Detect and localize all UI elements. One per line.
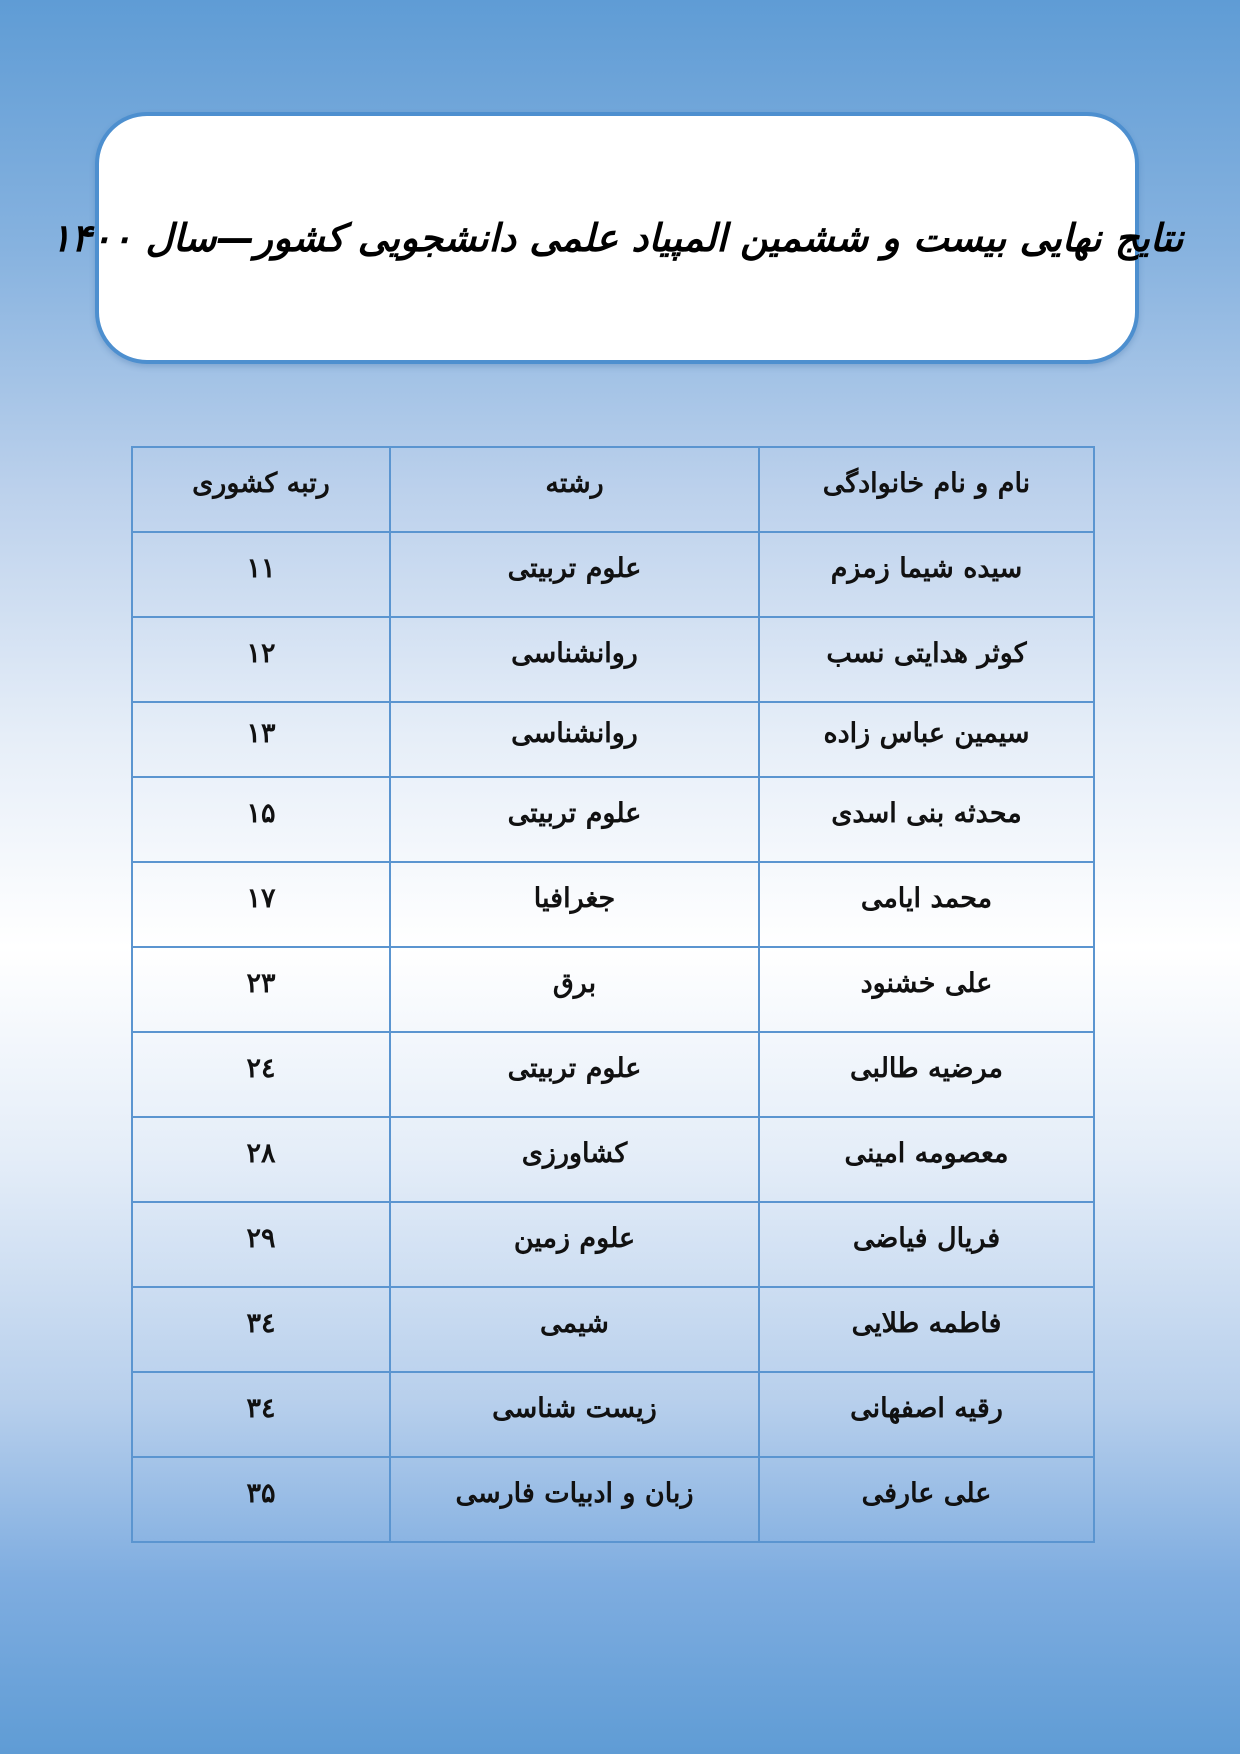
cell-major: علوم تربیتی xyxy=(390,777,759,862)
cell-major: برق xyxy=(390,947,759,1032)
cell-rank: ۳٤ xyxy=(132,1372,390,1457)
header-rank: رتبه کشوری xyxy=(132,447,390,532)
results-table xyxy=(131,446,1095,1543)
cell-rank: ۱۳ xyxy=(132,702,390,777)
cell-name: رقیه اصفهانی xyxy=(759,1372,1094,1457)
cell-name: فاطمه طلایی xyxy=(759,1287,1094,1372)
table-row xyxy=(132,1372,1094,1457)
table-row xyxy=(132,947,1094,1032)
cell-rank: ۱۷ xyxy=(132,862,390,947)
title-box xyxy=(50,112,1184,364)
cell-name: محمد ایامی xyxy=(759,862,1094,947)
cell-major: علوم تربیتی xyxy=(390,532,759,617)
cell-rank: ۱۵ xyxy=(132,777,390,862)
cell-name: فریال فیاضی xyxy=(759,1202,1094,1287)
table-row xyxy=(132,862,1094,947)
header-major: رشته xyxy=(390,447,759,532)
cell-major: شیمی xyxy=(390,1287,759,1372)
cell-name: علی خشنود xyxy=(759,947,1094,1032)
table-header-row xyxy=(132,447,1094,532)
cell-name: سیمین عباس زاده xyxy=(759,702,1094,777)
table-row xyxy=(132,1117,1094,1202)
cell-rank: ۲۳ xyxy=(132,947,390,1032)
header-name: نام و نام خانوادگی xyxy=(759,447,1094,532)
cell-major: زبان و ادبیات فارسی xyxy=(390,1457,759,1542)
cell-rank: ۲٤ xyxy=(132,1032,390,1117)
cell-name: مرضیه طالبی xyxy=(759,1032,1094,1117)
cell-major: علوم تربیتی xyxy=(390,1032,759,1117)
cell-rank: ۳٤ xyxy=(132,1287,390,1372)
cell-name: کوثر هدایتی نسب xyxy=(759,617,1094,702)
table-row xyxy=(132,1287,1094,1372)
page-title: نتایج نهایی بیست و ششمین المپیاد علمی دانشجویی کشور—سال ۱۴۰۰ xyxy=(50,216,1184,260)
cell-major: روانشناسی xyxy=(390,617,759,702)
table-row xyxy=(132,1032,1094,1117)
table-row xyxy=(132,702,1094,777)
cell-major: علوم زمین xyxy=(390,1202,759,1287)
table-row xyxy=(132,777,1094,862)
table-row xyxy=(132,1457,1094,1542)
table-row xyxy=(132,1202,1094,1287)
cell-major: کشاورزی xyxy=(390,1117,759,1202)
cell-major: جغرافیا xyxy=(390,862,759,947)
cell-rank: ۲۹ xyxy=(132,1202,390,1287)
cell-rank: ۱۱ xyxy=(132,532,390,617)
cell-rank: ۲۸ xyxy=(132,1117,390,1202)
cell-major: زیست شناسی xyxy=(390,1372,759,1457)
cell-name: معصومه امینی xyxy=(759,1117,1094,1202)
cell-name: سیده شیما زمزم xyxy=(759,532,1094,617)
cell-major: روانشناسی xyxy=(390,702,759,777)
table-row xyxy=(132,532,1094,617)
cell-name: محدثه بنی اسدی xyxy=(759,777,1094,862)
table-row xyxy=(132,617,1094,702)
cell-rank: ۱۲ xyxy=(132,617,390,702)
cell-rank: ۳۵ xyxy=(132,1457,390,1542)
cell-name: علی عارفی xyxy=(759,1457,1094,1542)
